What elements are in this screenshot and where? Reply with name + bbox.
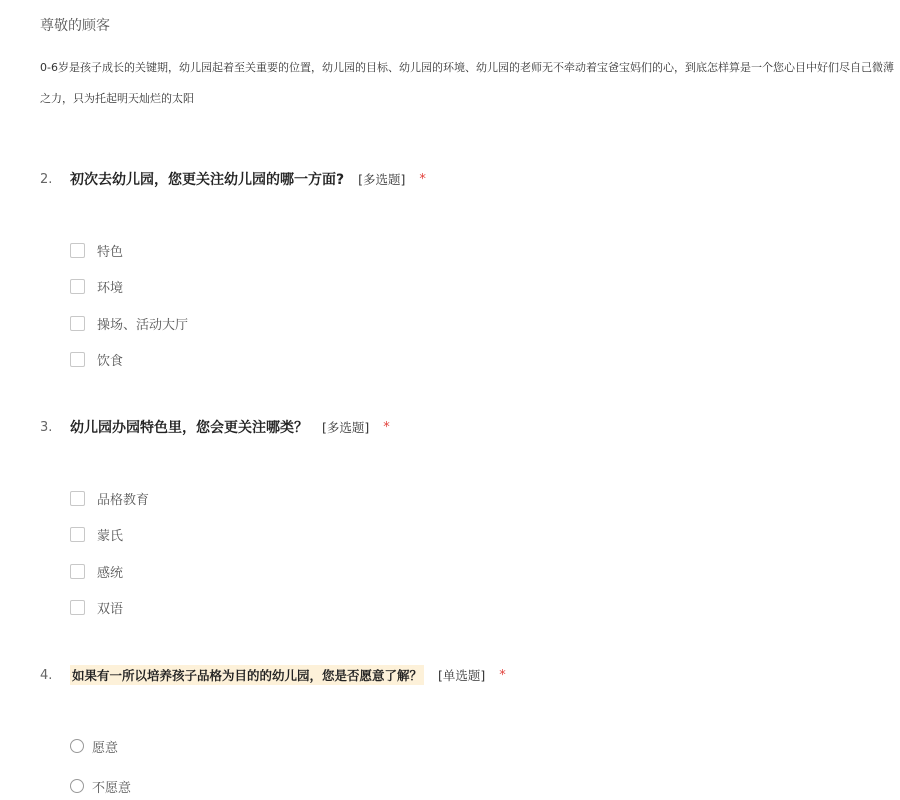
option-buyuanyi[interactable] xyxy=(70,765,131,800)
option-pinge-jiaoyu[interactable] xyxy=(70,480,149,517)
option-gantong[interactable] xyxy=(70,553,149,590)
intro-paragraph: 0-6岁是孩子成长的关键期，幼儿园起着至关重要的位置，幼儿园的目标、幼儿园的环境、幼儿园的老师无不牵动着宝爸宝妈们的心，到底怎样算是一个您心目中好们尽自己微薄之力，只为托起明天灿烂的太阳 xyxy=(40,61,894,105)
checkbox[interactable] xyxy=(70,243,85,258)
option-label: 不愿意 xyxy=(92,780,132,796)
option-label: 饮食 xyxy=(97,354,124,370)
option-label: 愿意 xyxy=(92,740,119,756)
question-title-row xyxy=(40,167,880,191)
required-marker: * xyxy=(419,171,426,187)
option-label: 感统 xyxy=(97,565,124,581)
option-label: 环境 xyxy=(97,281,124,297)
option-label: 操场、活动大厅 xyxy=(97,317,189,333)
checkbox[interactable] xyxy=(70,564,85,579)
question-type-tag: [多选题] xyxy=(358,172,406,187)
question-2-options xyxy=(70,232,188,378)
option-yuanyi[interactable] xyxy=(70,725,131,767)
question-title-row xyxy=(40,663,880,687)
required-marker: * xyxy=(383,419,390,435)
checkbox[interactable] xyxy=(70,352,85,367)
checkbox[interactable] xyxy=(70,491,85,506)
option-mengshi[interactable] xyxy=(70,517,149,554)
question-2 xyxy=(40,167,880,191)
question-3 xyxy=(40,415,880,439)
greeting-heading: 尊敬的顾客 xyxy=(40,18,110,34)
question-4 xyxy=(40,663,880,687)
option-shuangyu[interactable] xyxy=(70,590,149,627)
question-3-options xyxy=(70,480,149,626)
question-number: 3. xyxy=(40,419,53,435)
option-tese[interactable] xyxy=(70,232,188,269)
option-label: 蒙氏 xyxy=(97,529,124,545)
option-label: 双语 xyxy=(97,602,124,618)
option-yinshi[interactable] xyxy=(70,342,188,379)
question-title-row xyxy=(40,415,880,439)
question-type-tag: [多选题] xyxy=(322,420,370,435)
radio-button[interactable] xyxy=(70,779,84,793)
question-number: 4. xyxy=(40,667,53,683)
checkbox[interactable] xyxy=(70,600,85,615)
option-label: 品格教育 xyxy=(97,492,150,508)
question-number: 2. xyxy=(40,171,53,187)
required-marker: * xyxy=(499,667,506,683)
question-text: 如果有一所以培养孩子品格为目的的幼儿园，您是否愿意了解？ xyxy=(70,665,424,685)
checkbox[interactable] xyxy=(70,527,85,542)
checkbox[interactable] xyxy=(70,316,85,331)
question-text: 初次去幼儿园，您更关注幼儿园的哪一方面? xyxy=(70,172,345,188)
radio-button[interactable] xyxy=(70,739,84,753)
question-type-tag: [单选题] xyxy=(438,668,486,683)
option-label: 特色 xyxy=(97,244,124,260)
question-text: 幼儿园办园特色里，您会更关注哪类？ xyxy=(70,420,308,436)
checkbox[interactable] xyxy=(70,279,85,294)
question-4-options xyxy=(70,725,131,800)
option-caochang[interactable] xyxy=(70,305,188,342)
option-huanjing[interactable] xyxy=(70,269,188,306)
